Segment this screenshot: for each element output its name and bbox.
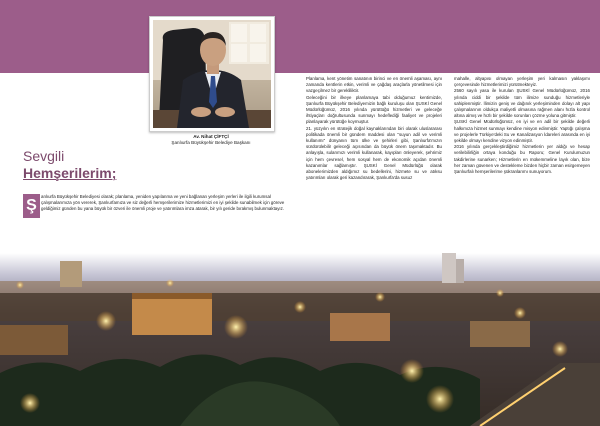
column-paragraph: Geleceğini bir ilkeye planlamaya tabi olduğumuz kentimizde, Şanlıurfa Büyükşehir Belediyemizin bağlı kuruluşu olan ŞUSKİ Genel Müdürlüğümüz, 2016 yılında yürüttüğü hizmetleri ve geleceğe ihtiyaçları doğrultusunda sunmayı hedeflediği faaliyet ve projeleri planlayarak yürütüğe koymuştur. [306, 94, 442, 125]
greeting-line-2: Hemşerilerim; [23, 165, 117, 181]
top-color-band [0, 0, 600, 73]
column-paragraph: 2560 sayılı yasa ile kurulan ŞUSKİ Genel Müdürlüğümüz, 2016 yılında ciddi bir şekilde tüm ilimize sunduğu hizmetleriyle sahiplenmiştir. İlimizin geniş ve dağınık yerleşiminden dolayı alt yapı çalışmalarının oldukça maliyetli olmasına rağmen alanı hızla kontrol altına almış ve hızlı bir şekilde sorunları çözme yoluna gitmiştir. [454, 88, 590, 119]
text-column-right [454, 76, 590, 175]
caption-title: Şanlıurfa Büyükşehir Belediye Başkanı [171, 140, 251, 145]
caption-name: Av. Nihat ÇİFTÇİ [193, 134, 229, 139]
greeting-heading [23, 148, 116, 182]
city-night-photo [0, 253, 600, 426]
mayor-photo-frame [149, 16, 275, 132]
intro-paragraph: anlıurfa Büyükşehir Belediyesi olarak; planlama, yeniden yapılanma ve yeni bağlanan yerleşim yerleri ile ilgili kurumsal çalışmalarımıza yön vererek, Şanlıurfamıza ve siz değerli hemşerilerimize hizmetlerimizi en iyi şekilde sunabilmek için göreve geldiğimiz günden bu yana büyük bir özveri ile önemli proje ve yatırımlara imza atarak, bir yılı geride bırakmış bulunmaktayız. [41, 194, 285, 211]
photo-caption [149, 134, 273, 146]
greeting-line-1: Sevgili [23, 148, 65, 164]
column-paragraph: mahalle, altyapısı olmayan yerleşim yeri kalmasın yaklaşımı çerçevesinde hizmetlerimizi yürütmekteyiz. [454, 76, 590, 88]
column-paragraph: ŞUSKİ Genel Müdürlüğümüz, en iyi ve en adil bir şekilde değerli halkımıza hizmet sunmayı kendine misyon edinmiştir. Yaptığı çalışma ve projelerle Türkiye'deki Su ve Kanalizasyon İdareleri arasında en iyi şekilde olmayı kendine vizyon edinmiştir. [454, 119, 590, 144]
column-paragraph: Planlama, kent yönetim sanatının birinci ve en önemli aşaması, aynı zamanda kentlerin etkin, verimli ve çağdaş araçlarla yönetilmesi için vazgeçilmez bir gerekliliktir. [306, 76, 442, 94]
text-column-middle [306, 76, 442, 181]
column-paragraph: 2016 yılında gerçekleştirdiğimiz hizmetlerin yer aldığı ve hesap verilebilirliğin ortaya konduğu bu Raporu; Genel Kurulumuzun takdirlerine sunarken; Hizmetlerin en mükemmeline layık olan, bize her zaman güvenen ve destekleme bizden hiçbir zaman esirgemeyen Şanlıurfalı hemşerilerime şükranlarımı sunuyorum. [454, 144, 590, 175]
mayor-photo [153, 20, 271, 128]
drop-cap: Ş [23, 194, 40, 218]
column-paragraph: 21. yüzyılın en stratejik doğal kaynaklarından biri olarak uluslararası politikada önemli bir gündem maddesi olan "suyun adil ve verimli kullanımı" dünyanın tüm ülke ve şehirleri gibi, Şanlıurfa'mızın sürdürülebilir geleceği açısından da büyük önem taşımaktadır. Bu anlayışla, sularımızı verimli kullanarak, kayıpları önleyerek, şehrimiz için hem çevresel, hem sosyal hem de ekonomik açıdan önemli kazanımlar sağlamıştır. ŞUSKİ Genel Müdürlüğü olarak abonelerimizden aldığımız su bedellerini, hizmete su ve atıksu yatırımları olarak geri kazandırarak, Şanlıurfa'da susuz [306, 125, 442, 181]
